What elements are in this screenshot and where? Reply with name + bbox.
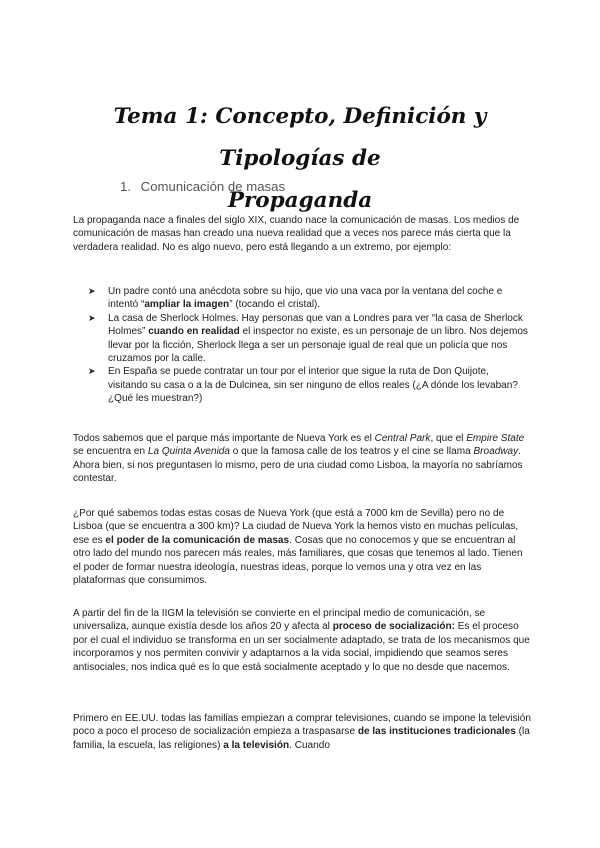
paragraph-socializacion: A partir del fin de la IIGM la televisión se convierte en el principal medio de comunicación, se universaliza, aunque existía desde los años 20 y afecta al proceso de socialización: Es el proceso por el cual el individuo se transforma en un ser socialmente adaptado, se trata de los mecanismos que incorporamos y nos permiten convivir y adaptarnos a la vida social, impidiendo que seamos seres antisociales, nos indica qué es lo que está socialmente aceptado y lo que no desde que nacemos. xyxy=(73,608,530,673)
paragraph-nueva-york: Todos sabemos que el parque más importante de Nueva York es el Central Park, que el Empire State se encuentra en La Quinta Avenida o que la famosa calle de los teatros y el cine se llama Broadway. Ahora bien, si nos preguntasen lo mismo, pero de una ciudad como Lisboa, la mayoría no sabríamos contestar. xyxy=(73,433,525,485)
intro-paragraph: La propaganda nace a finales del siglo XIX, cuando nace la comunicación de masas. Los medios de comunicación de masas han creado una nueva realidad que a veces nos parece más cierta que la verdadera realidad. No es algo nuevo, pero está llegando a un extremo, por ejemplo: xyxy=(73,215,520,253)
list-item: ➤ La casa de Sherlock Holmes. Hay personas que van a Londres para ver “la casa de Sherlock Holmes” cuando en realidad el inspector no existe, es un personaje de un libro. Nos dejemos llevar por la ficción, Sherlock llega a ser un personaje igual de real que un policía que nos cruzamos por la calle. xyxy=(88,312,528,365)
examples-list xyxy=(88,285,528,406)
section-number: 1. xyxy=(120,179,131,194)
list-item: ➤ En España se puede contratar un tour por el interior que sigue la ruta de Don Quijote, visitando su casa o a la de Dulcinea, sin ser ninguno de ellos reales (¿A dónde los levaban? ¿Qué les muestran?) xyxy=(88,366,518,405)
section-heading xyxy=(120,179,285,194)
list-item: ➤ Un padre contó una anécdota sobre su hijo, que vio una vaca por la ventana del coche e intentó “ampliar la imagen” (tocando el cristal). xyxy=(88,286,503,311)
page-title xyxy=(70,96,530,222)
paragraph-poder-comunicacion: ¿Por qué sabemos todas estas cosas de Nueva York (que está a 7000 km de Sevilla) pero no de Lisboa (que se encuentra a 300 km)? La ciudad de Nueva York la hemos visto en muchas películas, ese es el poder de la comunicación de masas. Cosas que no conocemos y que se encuentran al otro lado del mundo nos parecen más reales, más familiares, que cosas que tenemos al lado. Tienen el poder de formar nuestra ideología, nuestras ideas, porque lo vemos una y otra vez en las plataformas que consumimos. xyxy=(73,508,523,587)
arrow-bullet-icon: ➤ xyxy=(88,312,96,323)
section-heading-text: Comunicación de masas xyxy=(140,179,286,194)
title-line-1: Tema 1: Concepto, Definición y Tipologías de xyxy=(113,104,487,171)
title-line-2: Propaganda xyxy=(227,188,373,213)
arrow-bullet-icon: ➤ xyxy=(88,366,96,377)
arrow-bullet-icon: ➤ xyxy=(88,286,96,296)
paragraph-television: Primero en EE.UU. todas las familias empiezan a comprar televisiones, cuando se impone la televisión poco a poco el proceso de socialización empieza a traspasarse de las instituciones tradicionales (la familia, la escuela, las religiones) a la televisión. Cuando xyxy=(73,713,531,751)
